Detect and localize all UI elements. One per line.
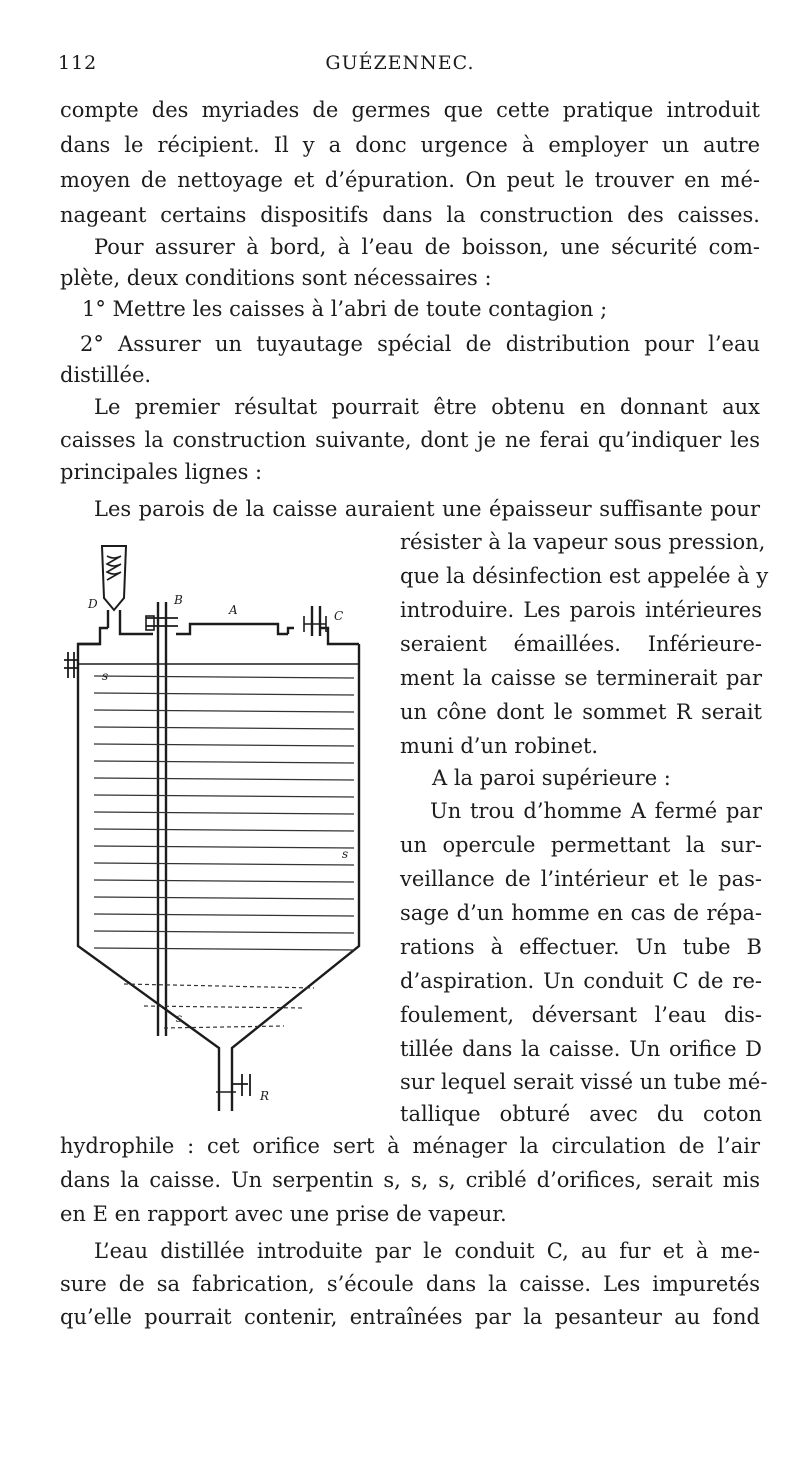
coil-line bbox=[94, 914, 354, 916]
coil-line bbox=[94, 880, 354, 882]
text-line: dans le récipient. Il y a donc urgence à employer un autre bbox=[60, 133, 760, 157]
coil-line bbox=[94, 710, 354, 712]
coil-line bbox=[94, 812, 354, 814]
coil-line bbox=[94, 931, 354, 933]
text-line: résister à la vapeur sous pression, bbox=[400, 530, 766, 554]
text-line: tallique obturé avec du coton bbox=[400, 1102, 762, 1126]
coil-line bbox=[94, 897, 354, 899]
text-line: Les parois de la caisse auraient une épaisseur suffisante pour bbox=[94, 497, 760, 521]
label-r: R bbox=[260, 1089, 270, 1103]
coil-line bbox=[94, 829, 354, 831]
text-line: 2° Assurer un tuyautage spécial de distribution pour l’eau bbox=[80, 332, 760, 356]
text-line: hydrophile : cet orifice sert à ménager la circulation de l’air bbox=[60, 1134, 760, 1158]
coil-line bbox=[94, 727, 354, 729]
text-line: nageant certains dispositifs dans la construction des caisses. bbox=[60, 203, 760, 227]
coil-line bbox=[94, 795, 354, 797]
coil-line bbox=[94, 846, 354, 848]
coil-line bbox=[94, 863, 354, 865]
text-line: que la désinfection est appelée à y bbox=[400, 564, 769, 588]
text-line: sure de sa fabrication, s’écoule dans la caisse. Les impuretés bbox=[60, 1272, 760, 1296]
text-line: Un trou d’homme A fermé par bbox=[430, 799, 762, 823]
text-line: un cône dont le sommet R serait bbox=[400, 700, 762, 724]
text-line: sur lequel serait vissé un tube mé- bbox=[400, 1070, 768, 1094]
text-line: 1° Mettre les caisses à l’abri de toute contagion ; bbox=[82, 297, 608, 321]
label-b: B bbox=[174, 593, 183, 607]
text-line: plète, deux conditions sont nécessaires : bbox=[60, 266, 492, 290]
text-line: Le premier résultat pourrait être obtenu en donnant aux bbox=[94, 395, 760, 419]
text-line: caisses la construction suivante, dont je ne ferai qu’indiquer les bbox=[60, 428, 760, 452]
text-line: veillance de l’intérieur et le pas- bbox=[400, 867, 762, 891]
coil-line bbox=[94, 693, 354, 695]
label-a: A bbox=[229, 603, 238, 617]
label-s-top: s bbox=[102, 669, 109, 683]
text-line: sage d’un homme en cas de répa- bbox=[400, 901, 762, 925]
text-line: principales lignes : bbox=[60, 460, 263, 484]
text-line: A la paroi supérieure : bbox=[432, 766, 671, 790]
text-line: tillée dans la caisse. Un orifice D bbox=[400, 1037, 762, 1061]
text-line: dans la caisse. Un serpentin s, s, s, criblé d’orifices, serait mis bbox=[60, 1168, 760, 1192]
coil-line bbox=[94, 948, 354, 950]
text-line: compte des myriades de germes que cette pratique introduit bbox=[60, 98, 760, 122]
text-line: L’eau distillée introduite par le conduit C, au fur et à me- bbox=[94, 1239, 760, 1263]
text-line: muni d’un robinet. bbox=[400, 734, 599, 758]
text-line: en E en rapport avec une prise de vapeur. bbox=[60, 1202, 507, 1226]
label-s-bottom: s bbox=[176, 1011, 183, 1025]
text-line: rations à effectuer. Un tube B bbox=[400, 935, 762, 959]
label-d: D bbox=[88, 597, 98, 611]
text-line: Pour assurer à bord, à l’eau de boisson, une sécurité com- bbox=[94, 235, 760, 259]
running-title: GUÉZENNEC. bbox=[325, 52, 475, 74]
text-line: distillée. bbox=[60, 363, 152, 387]
page-number: 112 bbox=[58, 52, 98, 74]
text-line: qu’elle pourrait contenir, entraînées par la pesanteur au fond bbox=[60, 1305, 760, 1329]
label-s-middle: s bbox=[342, 847, 349, 861]
text-line: ment la caisse se terminerait par bbox=[400, 666, 762, 690]
coil-line bbox=[94, 676, 354, 678]
text-line: seraient émaillées. Inférieure- bbox=[400, 632, 762, 656]
text-line: introduire. Les parois intérieures bbox=[400, 598, 762, 622]
text-line: un opercule permettant la sur- bbox=[400, 833, 762, 857]
coil-line bbox=[94, 778, 354, 780]
label-c: C bbox=[334, 609, 344, 623]
text-line: d’aspiration. Un conduit C de re- bbox=[400, 969, 762, 993]
tank-diagram bbox=[64, 536, 384, 1128]
text-line: foulement, déversant l’eau dis- bbox=[400, 1003, 762, 1027]
text-line: moyen de nettoyage et d’épuration. On peut le trouver en mé- bbox=[60, 168, 760, 192]
coil-line bbox=[94, 744, 354, 746]
coil-line bbox=[94, 761, 354, 763]
